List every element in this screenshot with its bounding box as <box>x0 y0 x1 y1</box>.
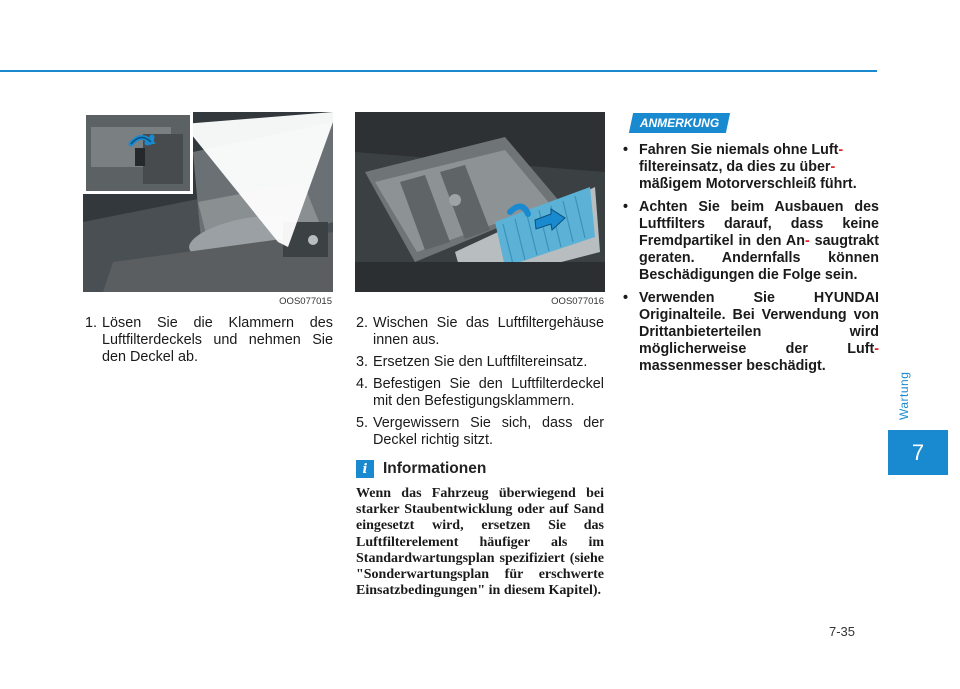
header-rule <box>0 70 877 72</box>
step-number: 3. <box>356 354 369 370</box>
step-text: Lösen Sie die Klammern des Luftfilterdeckels und nehmen Sie den Deckel ab. <box>102 315 333 365</box>
step-number: 4. <box>356 376 369 392</box>
note-badge <box>629 113 730 133</box>
step-item <box>356 354 604 371</box>
chapter-number: 7 <box>888 430 948 475</box>
step-number: 2. <box>356 315 369 331</box>
note-item: • Achten Sie beim Ausbauen des Luftfilters darauf, dass keine Fremdpartikel in den An- saugtrakt geraten. Andernfalls können Beschädigungen die Folge sein. <box>617 199 879 284</box>
note-list <box>617 142 879 381</box>
step-item <box>356 315 604 349</box>
info-body: Wenn das Fahrzeug überwiegend bei starker Staubentwicklung oder auf Sand eingesetzt wird, ersetzen Sie das Luftfilterelement häufiger als im Standardwartungsplan spezifiziert (siehe "Sonderwartungsplan für erschwerte Einsatzbedingungen" in diesem Kapitel). <box>356 486 604 599</box>
info-icon: i <box>356 460 374 478</box>
step-number: 5. <box>356 415 369 431</box>
step-number: 1. <box>85 315 98 331</box>
note-item: • Fahren Sie niemals ohne Luft- filtereinsatz, da dies zu über- mäßigem Motorverschleiß führt. <box>617 142 879 193</box>
step-text: Befestigen Sie den Luftfilterdeckel mit den Befestigungsklammern. <box>373 376 604 409</box>
engine-bay-photo-clips <box>83 112 333 292</box>
page-number: 7-35 <box>829 624 856 639</box>
step-text: Wischen Sie das Luftfiltergehäuse innen aus. <box>373 315 604 348</box>
air-filter-photo <box>355 112 605 292</box>
info-title: Informationen <box>383 460 487 477</box>
photo-code: OOS077016 <box>551 296 604 307</box>
info-heading <box>356 460 486 478</box>
section-tab-label: Wartung <box>897 371 911 421</box>
steps-left <box>85 315 333 371</box>
steps-middle <box>356 315 604 454</box>
note-label: ANMERKUNG <box>639 116 720 130</box>
photo-code: OOS077015 <box>279 296 332 307</box>
step-item <box>356 415 604 449</box>
note-item: • Verwenden Sie HYUNDAI Originalteile. Bei Verwendung von Drittanbieterteilen wird möglicherweise der Luft- massenmesser beschädigt. <box>617 290 879 375</box>
step-item <box>85 315 333 366</box>
step-item <box>356 376 604 410</box>
step-text: Ersetzen Sie den Luftfiltereinsatz. <box>373 354 588 370</box>
step-text: Vergewissern Sie sich, dass der Deckel richtig sitzt. <box>373 415 604 448</box>
